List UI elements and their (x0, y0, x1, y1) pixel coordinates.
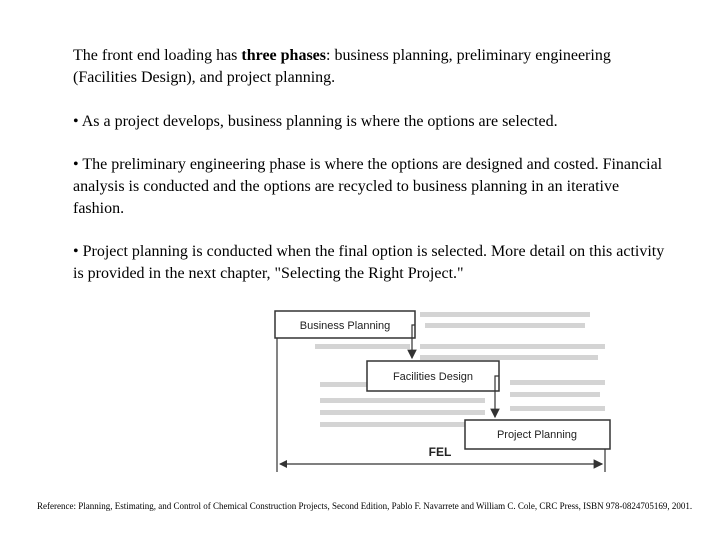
fel-label: FEL (428, 445, 452, 459)
facilities-design-label: Facilities Design (392, 371, 474, 383)
business-planning-label: Business Planning (299, 320, 391, 332)
project-planning-label: Project Planning (496, 429, 578, 441)
reference-citation: Reference: Planning, Estimating, and Control of Chemical Construction Projects, Second Edition, Pablo F. Navarrete and William C. Cole, CRC Press, ISBN 978-0824705169, 2001. (37, 501, 693, 511)
bullet-preliminary-engineering: • The preliminary engineering phase is where the options are designed and costed. Financial analysis is conducted and the options are recycled to business planning in an iterative fashion. (73, 156, 663, 217)
bullet-business-planning: • As a project develops, business planning is where the options are selected. (73, 113, 558, 130)
fel-span-arrow-left-head (279, 460, 287, 468)
intro-bold-phrase: three phases (241, 47, 326, 64)
fel-phase-diagram (270, 300, 620, 480)
fel-diagram-svg (270, 300, 620, 480)
intro-text-start: The front end loading has (73, 47, 242, 64)
intro-paragraph (73, 45, 673, 89)
intro-text-end: : business planning, preliminary engineering (Facilities Design), and project planning. (73, 47, 611, 86)
bullet-project-planning: • Project planning is conducted when the final option is selected. More detail on this activity is provided in the next chapter, "Selecting the Right Project." (73, 243, 665, 282)
